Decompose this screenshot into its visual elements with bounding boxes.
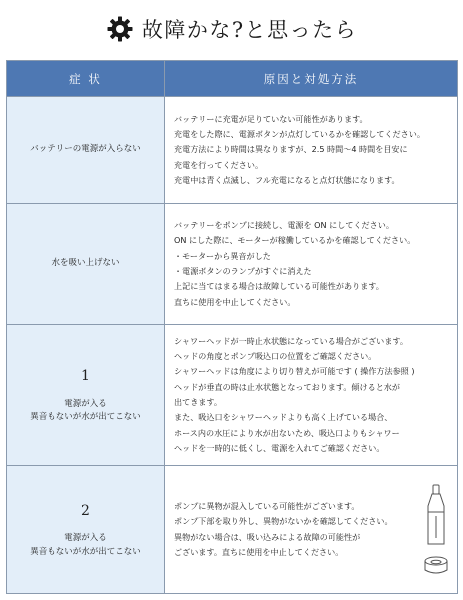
remedy-line: 充電をした際に、電源ボタンが点灯しているかを確認してください。 xyxy=(174,128,425,139)
remedy-line: バッテリーをポンプに接続し、電源を ON にしてください。 xyxy=(174,219,394,230)
remedy-line: バッテリーに充電が足りていない可能性があります。 xyxy=(174,113,368,124)
remedy-line: ホース内の水圧により水が出ないため、吸込口よりもシャワー xyxy=(174,427,400,438)
remedy-line: 異物がない場合は、吸い込みによる故障の可能性が xyxy=(174,531,361,542)
remedy-line: ヘッドの角度とポンプ吸込口の位置をご確認ください。 xyxy=(174,350,377,361)
symptom-number: 1 xyxy=(81,368,90,385)
remedy-line: ポンプ下部を取り外し、異物がないかを確認してください。 xyxy=(174,516,393,527)
page-title: 故障かな?と思ったら xyxy=(141,18,358,42)
remedy-cell xyxy=(165,466,458,594)
remedy-line: 充電方法により時間は異なりますが、2.5 時間～4 時間を目安に xyxy=(174,144,408,155)
remedy-column-header: 原因と対処方法 xyxy=(165,61,458,97)
symptom-text: バッテリーの電源が入らない xyxy=(30,144,141,155)
remedy-line: 充電を行ってください。 xyxy=(174,159,264,170)
gear-icon xyxy=(106,15,134,43)
remedy-line: ヘッドを一時的に低くし、電源を入れてご確認ください。 xyxy=(174,443,385,454)
remedy-line: 出てきます。 xyxy=(174,397,222,407)
remedy-line: シャワーヘッドは角度により切り替えが可能です ( 操作方法参照 ) xyxy=(174,366,415,377)
symptom-text: 異音もないが水が出てこない xyxy=(30,412,141,423)
pump-bottle-illustration xyxy=(421,482,451,578)
remedy-line: 上記に当てはまる場合は故障している可能性があります。 xyxy=(174,281,384,292)
remedy-line: ポンプに異物が混入している可能性がございます。 xyxy=(174,500,360,511)
symptom-text: 水を吸い上げない xyxy=(51,258,120,269)
remedy-line: ヘッドが垂直の時は止水状態となっております。傾けると水が xyxy=(174,381,400,392)
remedy-cell xyxy=(165,204,458,325)
symptom-cell xyxy=(7,97,165,204)
table-header-row xyxy=(7,61,458,97)
table-row xyxy=(7,466,458,594)
symptom-cell xyxy=(7,204,165,325)
page-header xyxy=(0,0,463,58)
remedy-line: ・電源ボタンのランプがすぐに消えた xyxy=(174,266,312,276)
symptom-column-header: 症 状 xyxy=(7,61,165,97)
table-row xyxy=(7,204,458,325)
remedy-line: また、吸込口をシャワーヘッドよりも高く上げている場合、 xyxy=(174,412,393,423)
remedy-cell xyxy=(165,325,458,466)
table-row xyxy=(7,325,458,466)
remedy-line: ございます。直ちに使用を中止してください。 xyxy=(174,546,344,557)
symptom-number: 2 xyxy=(81,502,90,519)
remedy-line: ・モーターから異音がした xyxy=(174,250,271,261)
symptom-text: 電源が入る xyxy=(64,533,107,544)
symptom-cell xyxy=(7,466,165,594)
remedy-cell xyxy=(165,97,458,204)
remedy-line: ON にした際に、モーターが稼働しているかを確認してください。 xyxy=(174,235,416,246)
remedy-line: 直ちに使用を中止してください。 xyxy=(174,296,296,307)
troubleshooting-table xyxy=(6,60,458,594)
symptom-text: 電源が入る xyxy=(64,398,107,409)
remedy-line: 充電中は青く点滅し、フル充電になると点灯状態になります。 xyxy=(174,175,400,186)
table-row xyxy=(7,97,458,204)
symptom-text: 異音もないが水が出てこない xyxy=(30,546,141,557)
symptom-cell xyxy=(7,325,165,466)
remedy-line: シャワーヘッドが一時止水状態になっている場合がございます。 xyxy=(174,335,408,346)
